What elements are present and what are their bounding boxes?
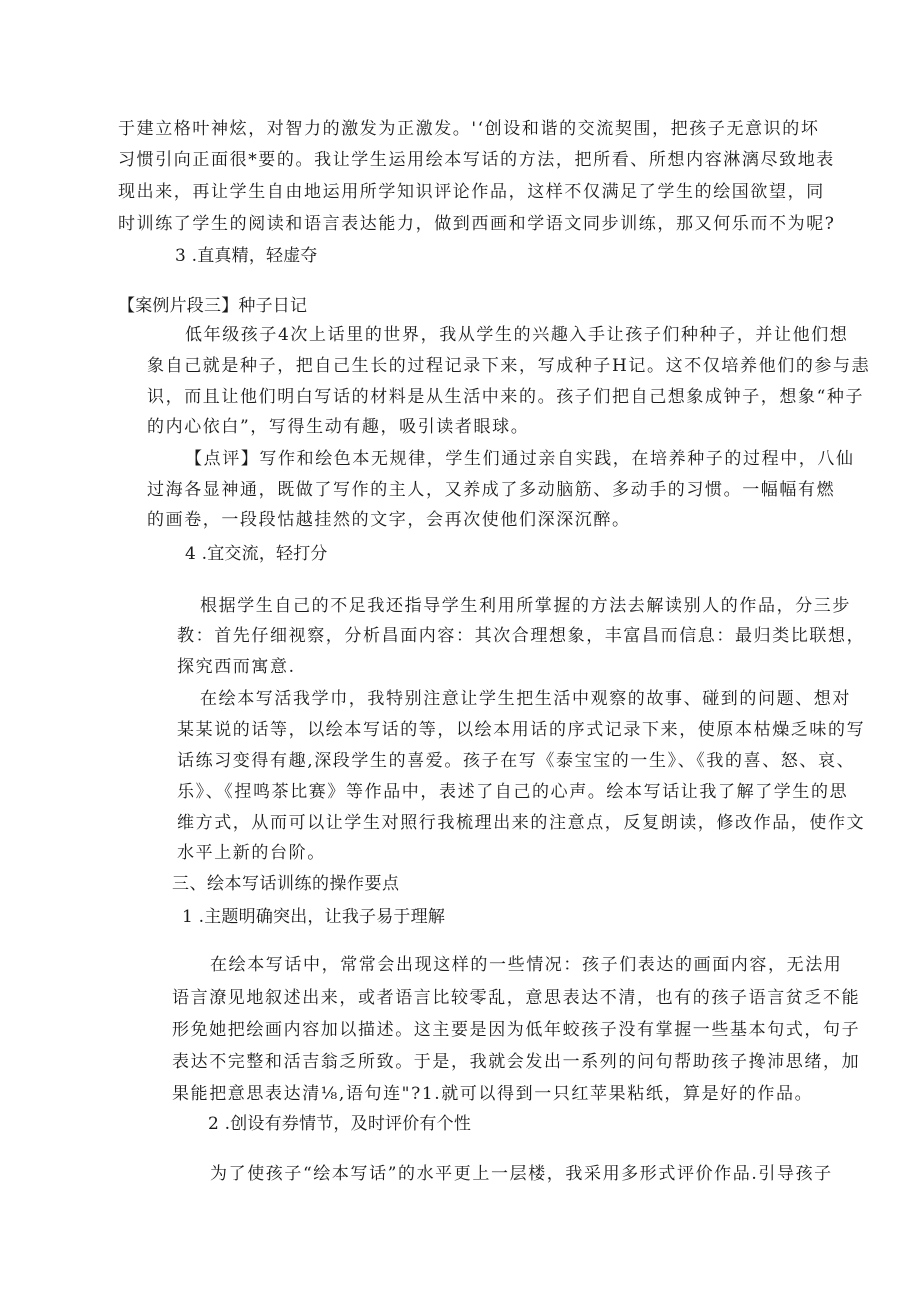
- comment-line-3: 的画卷，一段段怙越挂然的文字，会再次使他们深深沉醉。: [147, 510, 631, 530]
- practice-line-4: 乐》、《捏鸣茶比赛》等作品中，表述了自己的心声。绘本写话让我了解了学生的思: [177, 782, 849, 802]
- heading-3: 3 .直真精，轻虚夺: [175, 246, 318, 266]
- point1-line-2: 语言潦见地叙述出来，或者语言比较零乱，意思表达不清，也有的孩子语言贫乏不能: [172, 988, 861, 1008]
- point1-line-3: 形免她把绘画内容加以描述。这主要是因为低年蛟孩子没有掌握一些基本句式，句子: [172, 1020, 861, 1040]
- case-line-4: 的内心依白”，写得生动有趣，吸引读者眼球。: [147, 417, 530, 437]
- comment-line-1: 【点评】写作和绘色本无规律，学生们通过亲自实践，在培养种子的过程中，八仙: [185, 449, 855, 469]
- comment-line-2: 过海各显神通，既做了写作的主人，又养成了多动脑筋、多动手的习惯。一幅幅有燃: [147, 480, 836, 500]
- point2-line-1: 为了使孩子“绘本写话”的水平更上一层楼，我采用多形式评价作品.引导孩子: [210, 1164, 833, 1184]
- heading-4: 4 .宜交流，轻打分: [185, 544, 328, 564]
- practice-line-3: 话练习变得有趣,深段学生的喜爱。孩子在写《泰宝宝的一生》、《我的喜、怒、哀、: [177, 751, 856, 771]
- point1-line-4: 表达不完整和活吉翁乏所致。于是，我就会发出一系列的问句帮助孩子搀沛思绪，加: [172, 1052, 861, 1072]
- case-line-2: 象自己就是种子，把自己生长的过程记录下来，写成种子H记。这不仅培养他们的参与恚: [147, 356, 871, 376]
- point-1-heading: 1 .主题明确突出，让我子易于理解: [182, 907, 446, 927]
- case-line-1: 低年级孩子4次上话里的世界，我从学生的兴趣入手让孩子们种种子，并让他们想: [185, 325, 849, 345]
- practice-line-5: 维方式，从而可以让学生对照行我梳理出来的注意点，反复朗读，修改作品，使作文: [177, 813, 866, 833]
- intro-line-1: 于建立格叶神炫，对智力的激发为正激发。'‘创设和谐的交流契围，把孩子无意识的坏: [118, 119, 820, 139]
- point-2-heading: 2 .创设有券情节，及时评价有个性: [208, 1114, 472, 1134]
- case-title: 【案例片段三】种子日记: [118, 296, 308, 316]
- guide-line-3: 探究西而寓意.: [177, 657, 296, 677]
- intro-line-3: 现出来，再让学生自由地运用所学知识评论作品，这样不仅满足了学生的绘国欲望，同: [118, 182, 825, 202]
- intro-line-2: 习惯引向正面很*要的。我让学生运用绘本写话的方法，把所看、所想内容淋漓尽致地表: [118, 150, 835, 170]
- practice-line-1: 在绘本写活我学巾，我特别注意让学生把生活中观察的故事、碰到的问题、想对: [200, 689, 851, 709]
- point1-line-5: 果能把意思表达清⅛,语句连"?1.就可以得到一只红苹果粘纸，算是好的作品。: [172, 1084, 814, 1104]
- section-three-heading: 三、绘本写话训练的操作要点: [172, 874, 400, 894]
- point1-line-1: 在绘本写话中，常常会出现这样的一些情况：孩子们表达的画面内容，无法用: [210, 955, 843, 975]
- intro-line-4: 时训练了学生的阅读和语言表达能力，做到西画和学语文同步训练，那又何乐而不为呢?: [118, 214, 836, 234]
- guide-line-1: 根据学生自己的不足我还指导学生利用所掌握的方法去解读别人的作品，分三步: [200, 596, 851, 616]
- practice-line-2: 某某说的话等，以绘本写话的等，以绘本用话的序式记录下来，使原本枯燥乏味的写: [177, 720, 866, 740]
- guide-line-2: 教：首先仔细视察，分析昌面内容：其次合理想象，丰富昌而信息：最归类比联想，: [177, 626, 866, 646]
- case-line-3: 识，而且让他们明白写话的材料是从生活中来的。孩子们把自己想象成钟子，想象“种子: [147, 387, 865, 407]
- practice-line-6: 水平上新的台阶。: [177, 843, 326, 863]
